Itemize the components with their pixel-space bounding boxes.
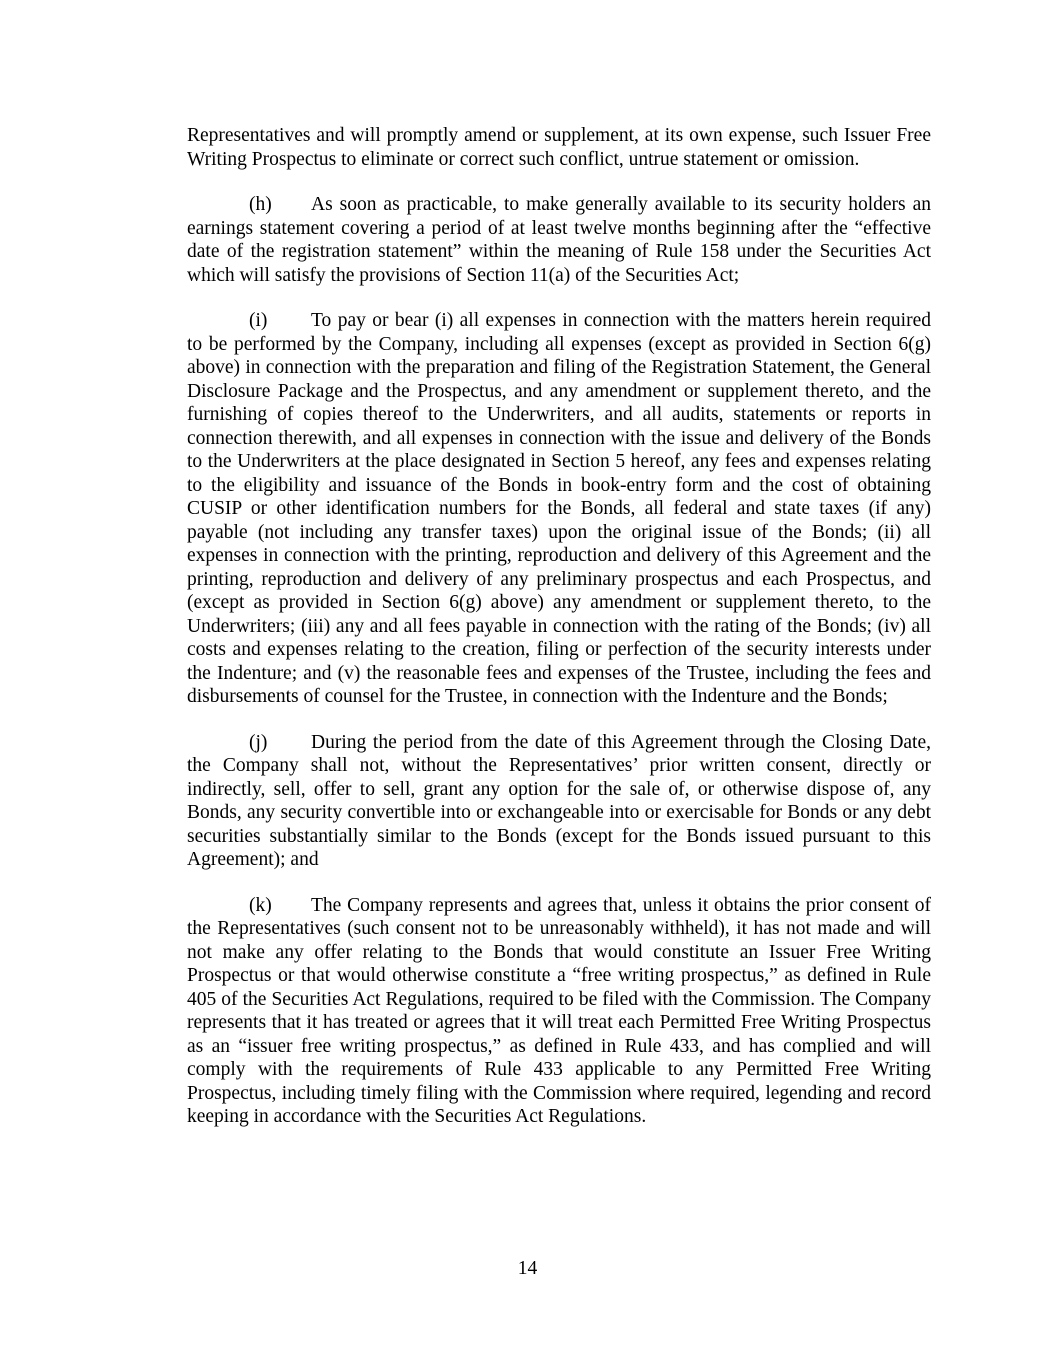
paragraph-continuation — [187, 124, 931, 171]
page-number: 14 — [517, 1258, 538, 1279]
paragraph-i — [187, 309, 931, 709]
paragraph-k — [187, 894, 931, 1129]
paragraph-label: (k) — [249, 894, 272, 916]
paragraph-text: To pay or bear (i) all expenses in connection with the matters herein required to be performed by the Company, including all expenses (except as provided in Section 6(g) above) in connection with the preparation and filing of the Registration Statement, the General Disclosure Package and the Prospectus, and any amendment or supplement thereto, and the furnishing of copies thereof to the Underwriters, and all audits, statements or reports in connection therewith, and all expenses in connection with the issue and delivery of the Bonds to the Underwriters at the place designated in Section 5 hereof, any fees and expenses relating to the eligibility and issuance of the Bonds in book-entry form and the cost of obtaining CUSIP or other identification numbers for the Bonds, all federal and state taxes (if any) payable (not including any transfer taxes) upon the original issue of the Bonds; (ii) all expenses in connection with the printing, reproduction and delivery of this Agreement and the printing, reproduction and delivery of any preliminary prospectus and each Prospectus, and (except as provided in Section 6(g) above) any amendment or supplement thereto, to the Underwriters; (iii) any and all fees payable in connection with the rating of the Bonds; (iv) all costs and expenses relating to the creation, filing or perfection of the security interests under the Indenture; and (v) the reasonable fees and expenses of the Trustee, including the fees and disbursements of counsel for the Trustee, in connection with the Indenture and the Bonds; — [187, 310, 931, 707]
paragraph-text: During the period from the date of this Agreement through the Closing Date, the Company shall not, without the Representatives’ prior written consent, directly or indirectly, sell, offer to sell, grant any option for the sale of, or otherwise dispose of, any Bonds, any security convertible into or exchangeable into or exercisable for Bonds or any debt securities substantially similar to the Bonds (except for the Bonds issued pursuant to this Agreement); and — [187, 731, 931, 870]
paragraph-text: The Company represents and agrees that, unless it obtains the prior consent of the Representatives (such consent not to be unreasonably withheld), it has not made and will not make any offer relating to the Bonds that would constitute an Issuer Free Writing Prospectus or that would otherwise constitute a “free writing prospectus,” as defined in Rule 405 of the Securities Act Regulations, required to be filed with the Commission. The Company represents that it has treated or agrees that it will treat each Permitted Free Writing Prospectus as an “issuer free writing prospectus,” as defined in Rule 433, and has complied and will comply with the requirements of Rule 433 applicable to any Permitted Free Writing Prospectus, including timely filing with the Commission where required, legending and record keeping in accordance with the Securities Act Regulations. — [187, 894, 931, 1127]
paragraph-text: As soon as practicable, to make generally available to its security holders an earnings statement covering a period of at least twelve months beginning after the “effective date of the registration statement” within the meaning of Rule 158 under the Securities Act which will satisfy the provisions of Section 11(a) of the Securities Act; — [187, 194, 931, 286]
paragraph-label: (j) — [249, 731, 268, 753]
paragraph-h — [187, 193, 931, 287]
paragraph-label: (h) — [249, 194, 272, 215]
paragraph-text: Representatives and will promptly amend or supplement, at its own expense, such Issuer Free Writing Prospectus to eliminate or correct such conflict, untrue statement or omission. — [187, 125, 931, 170]
document-body — [187, 124, 931, 1151]
paragraph-j — [187, 731, 931, 872]
paragraph-label: (i) — [249, 310, 268, 331]
